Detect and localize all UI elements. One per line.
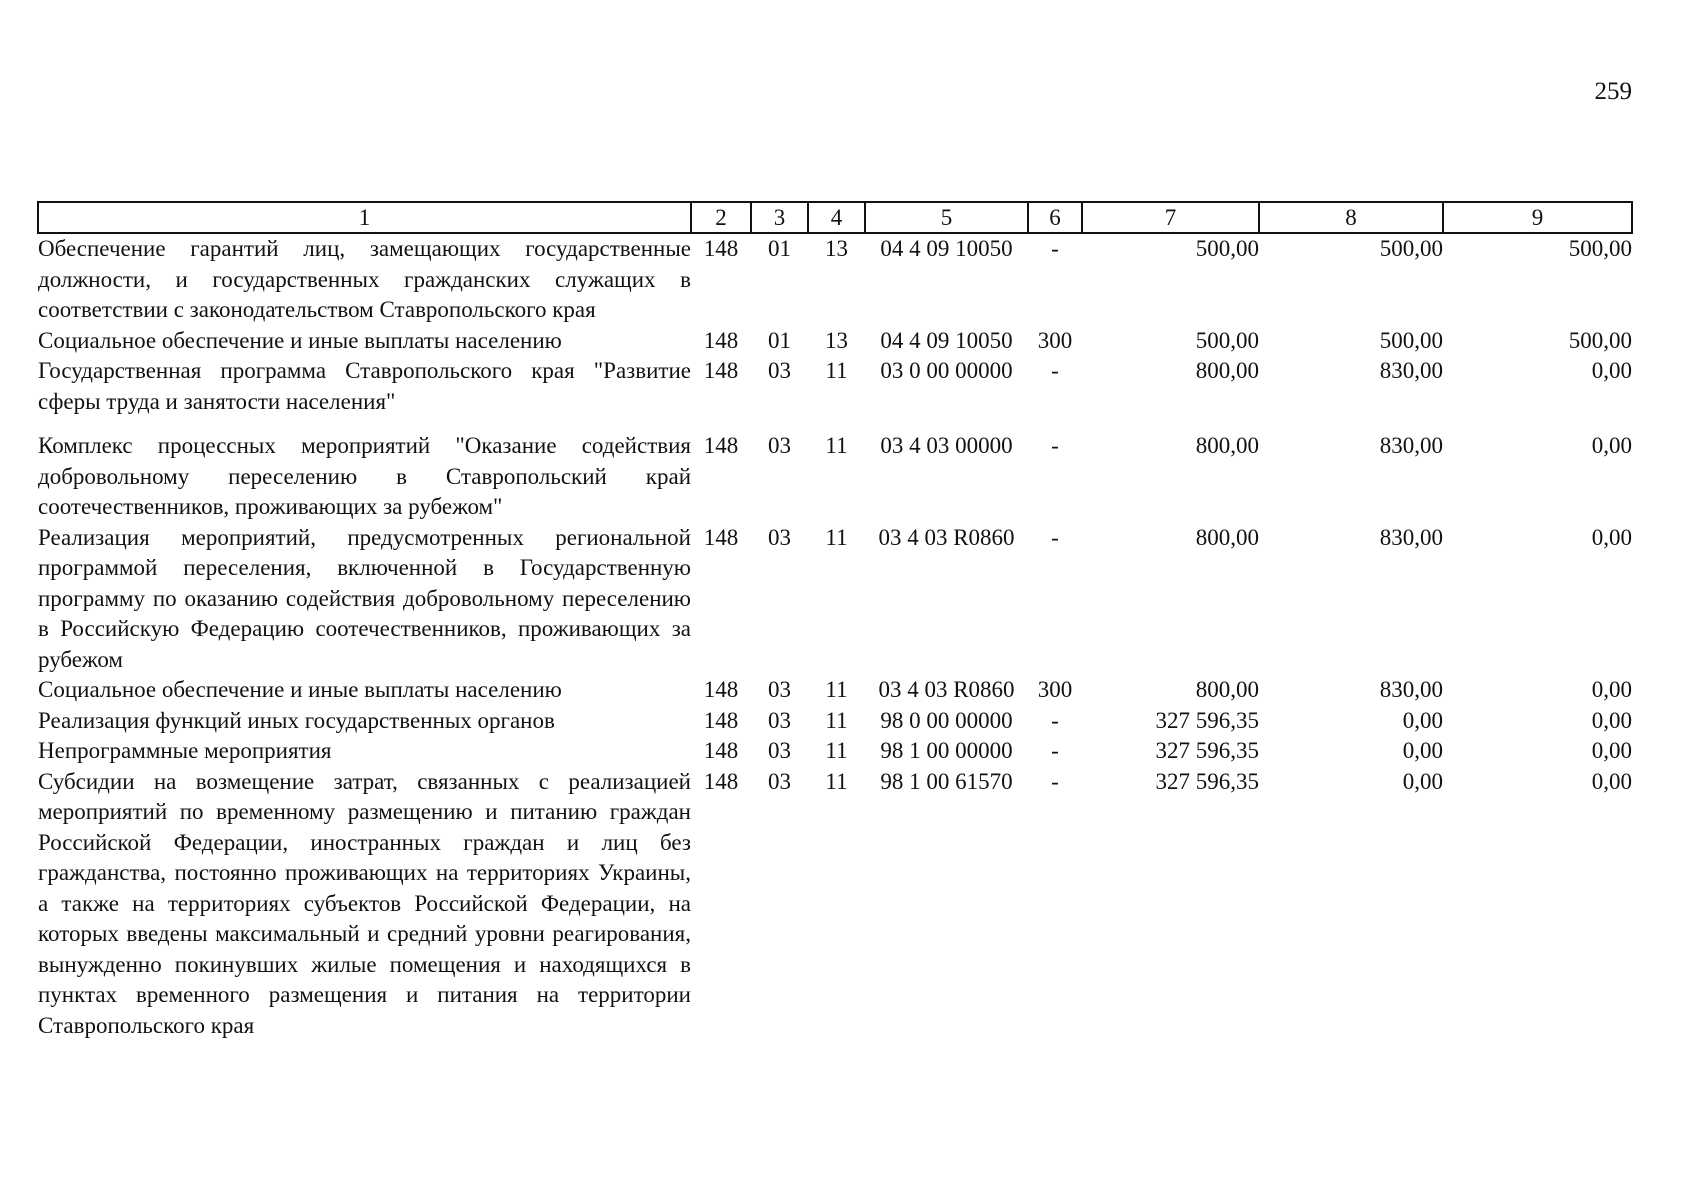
header-col-4: 4	[808, 202, 865, 233]
header-col-9: 9	[1443, 202, 1632, 233]
page-number: 259	[1594, 78, 1632, 105]
row-col-9: 0,00	[1591, 768, 1632, 794]
budget-table	[37, 201, 1633, 1041]
row-col-3: 01	[768, 236, 791, 261]
row-col-3: 03	[768, 677, 791, 702]
header-col-6: 6	[1028, 202, 1082, 233]
row-col-2: 148	[703, 524, 739, 550]
row-col-2: 148	[703, 433, 739, 458]
row-col-5: 98 0 00 00000	[880, 707, 1013, 733]
header-col-7: 7	[1082, 202, 1259, 233]
row-col-5: 04 4 09 10050	[880, 327, 1013, 353]
row-col-4: 11	[825, 677, 848, 702]
row-col-6: 300	[1037, 677, 1073, 702]
header-col-5: 5	[865, 202, 1028, 233]
header-col-8: 8	[1259, 202, 1443, 233]
row-col-9: 500,00	[1568, 327, 1632, 353]
row-col-8: 830,00	[1379, 524, 1443, 550]
row-col-9: 0,00	[1591, 433, 1632, 458]
row-name: Реализация функций иных государственных органов	[38, 707, 555, 733]
row-col-2: 148	[703, 677, 739, 702]
row-col-6: 300	[1037, 327, 1073, 353]
table-row	[38, 356, 1632, 417]
row-col-8: 0,00	[1402, 768, 1443, 794]
row-col-9: 0,00	[1591, 707, 1632, 733]
row-col-9: 0,00	[1591, 358, 1632, 383]
table-row	[38, 417, 1632, 523]
row-col-6: -	[1051, 738, 1059, 763]
row-col-6: -	[1051, 768, 1059, 794]
row-col-9: 0,00	[1591, 524, 1632, 550]
row-col-8: 0,00	[1402, 707, 1443, 733]
row-col-5: 98 1 00 00000	[880, 738, 1013, 763]
row-col-5: 04 4 09 10050	[880, 236, 1013, 261]
row-col-4: 11	[825, 433, 848, 458]
row-col-8: 500,00	[1379, 327, 1443, 353]
table-row	[38, 706, 1632, 737]
row-col-3: 03	[768, 433, 791, 458]
row-name: Государственная программа Ставропольского края "Развитие сферы труда и занятости населения"	[38, 358, 691, 414]
row-col-5: 03 0 00 00000	[880, 358, 1013, 383]
row-col-2: 148	[703, 707, 739, 733]
table-row	[38, 675, 1632, 706]
row-col-7: 327 596,35	[1155, 768, 1259, 794]
row-col-8: 830,00	[1379, 433, 1443, 458]
row-col-4: 11	[825, 524, 848, 550]
row-col-4: 11	[825, 707, 848, 733]
row-col-6: -	[1051, 707, 1059, 733]
row-col-6: -	[1051, 236, 1059, 261]
row-col-3: 03	[768, 358, 791, 383]
row-name: Социальное обеспечение и иные выплаты населению	[38, 677, 562, 702]
row-col-7: 800,00	[1195, 433, 1259, 458]
row-name: Реализация мероприятий, предусмотренных региональной программой переселения, включенной в Государственную программу по оказанию содействия добровольному переселению в Российскую Федерацию соотечественников, проживающих за рубежом	[38, 524, 691, 672]
row-col-9: 0,00	[1591, 738, 1632, 763]
row-col-2: 148	[703, 327, 739, 353]
row-col-9: 500,00	[1568, 236, 1632, 261]
row-name: Комплекс процессных мероприятий "Оказание содействия добровольному переселению в Ставропольский край соотечественников, проживающих за рубежом"	[38, 433, 691, 519]
header-col-3: 3	[751, 202, 808, 233]
row-col-5: 03 4 03 00000	[880, 433, 1013, 458]
header-row	[38, 202, 1632, 233]
table-row	[38, 233, 1632, 326]
table-row	[38, 523, 1632, 676]
row-col-8: 830,00	[1379, 677, 1443, 702]
row-name: Социальное обеспечение и иные выплаты населению	[38, 327, 562, 353]
header-col-1: 1	[38, 202, 691, 233]
row-col-7: 500,00	[1195, 327, 1259, 353]
row-name: Непрограммные мероприятия	[38, 738, 332, 763]
row-name: Обеспечение гарантий лиц, замещающих государственные должности, и государственных гражданских служащих в соответствии с законодательством Ставропольского края	[38, 236, 691, 322]
row-col-3: 03	[768, 524, 791, 550]
row-col-7: 500,00	[1195, 236, 1259, 261]
row-col-2: 148	[703, 738, 739, 763]
row-col-2: 148	[703, 768, 739, 794]
row-col-7: 327 596,35	[1155, 738, 1259, 763]
table-row	[38, 326, 1632, 357]
row-col-5: 03 4 03 R0860	[878, 677, 1015, 702]
row-col-5: 98 1 00 61570	[880, 768, 1013, 794]
row-col-6: -	[1051, 433, 1059, 458]
row-col-8: 500,00	[1379, 236, 1443, 261]
row-col-9: 0,00	[1591, 677, 1632, 702]
row-col-3: 01	[768, 327, 791, 353]
row-col-7: 327 596,35	[1155, 707, 1259, 733]
row-col-4: 13	[825, 236, 848, 261]
row-col-4: 11	[825, 738, 848, 763]
row-col-2: 148	[703, 236, 739, 261]
row-col-5: 03 4 03 R0860	[878, 524, 1015, 550]
row-col-3: 03	[768, 707, 791, 733]
row-col-4: 13	[825, 327, 848, 353]
row-col-8: 830,00	[1379, 358, 1443, 383]
row-col-6: -	[1051, 524, 1059, 550]
row-col-2: 148	[703, 358, 739, 383]
row-col-4: 11	[825, 358, 848, 383]
table-row	[38, 767, 1632, 1042]
row-col-4: 11	[825, 768, 848, 794]
row-col-7: 800,00	[1195, 677, 1259, 702]
row-col-3: 03	[768, 738, 791, 763]
row-col-7: 800,00	[1195, 524, 1259, 550]
table-row	[38, 736, 1632, 767]
header-col-2: 2	[691, 202, 751, 233]
row-col-6: -	[1051, 358, 1059, 383]
row-name: Субсидии на возмещение затрат, связанных с реализацией мероприятий по временному размещению и питанию граждан Российской Федерации, иностранных граждан и лиц без гражданства, постоянно проживающих на территориях Украины, а также на территориях субъектов Российской Федерации, на которых введены максимальный и средний уровни реагирования, вынужденно покинувших жилые помещения и находящихся в пунктах временного размещения и питания на территории Ставропольского края	[38, 768, 691, 1038]
row-col-7: 800,00	[1195, 358, 1259, 383]
row-col-3: 03	[768, 768, 791, 794]
row-col-8: 0,00	[1402, 738, 1443, 763]
